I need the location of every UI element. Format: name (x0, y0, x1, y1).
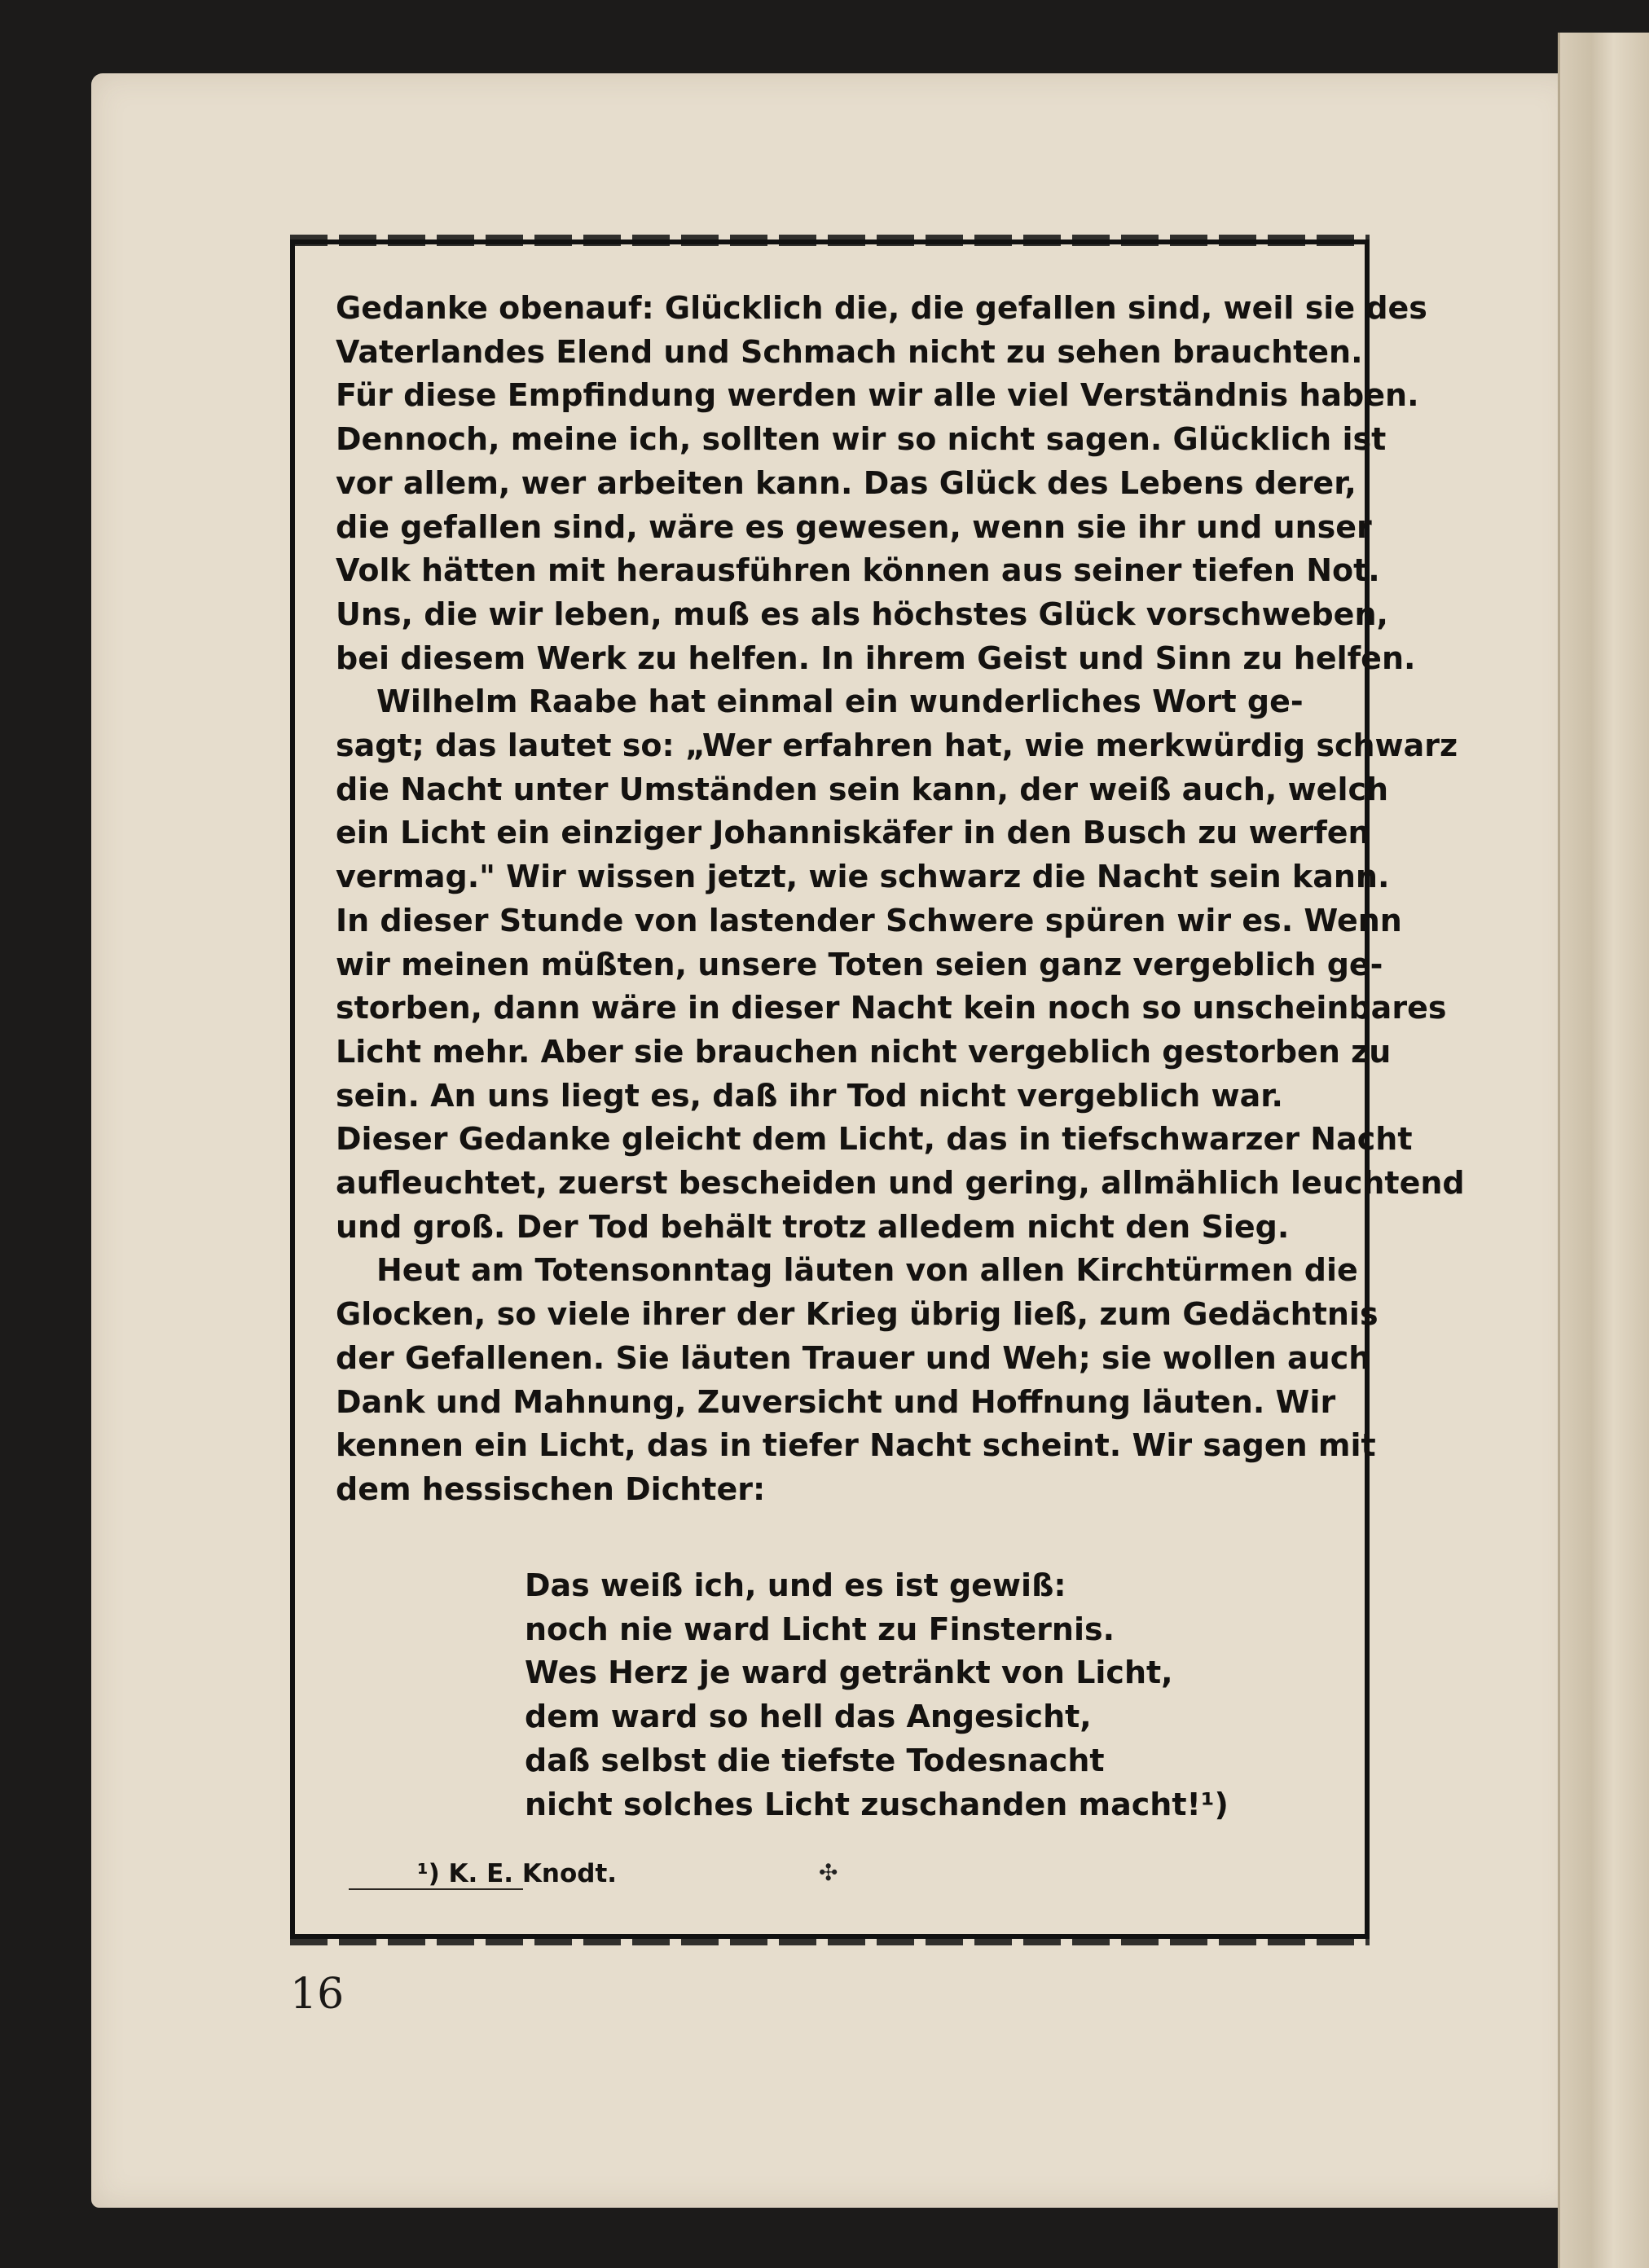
body-line: sein. An uns liegt es, daß ihr Tod nicht vergeblich war. (336, 1077, 1283, 1114)
body-line: kennen ein Licht, das in tiefer Nacht scheint. Wir sagen mit (336, 1427, 1376, 1464)
footnote-rule (349, 1888, 523, 1890)
body-line: Dank und Mahnung, Zuversicht und Hoffnung läuten. Wir (336, 1383, 1336, 1420)
body-line: die Nacht unter Umständen sein kann, der weiß auch, welch (336, 771, 1389, 807)
body-line: und groß. Der Tod behält trotz alledem nicht den Sieg. (336, 1208, 1290, 1245)
body-line: ein Licht ein einziger Johanniskäfer in den Busch zu werfen (336, 815, 1370, 851)
body-line: aufleuchtet, zuerst bescheiden und gering, allmählich leuchtend (336, 1165, 1465, 1202)
body-line: Heut am Totensonntag läuten von allen Kirchtürmen die (376, 1252, 1358, 1289)
ornamental-border-bottom (290, 1934, 1370, 1945)
body-line: Dennoch, meine ich, sollten wir so nicht sagen. Glücklich ist (336, 421, 1387, 458)
body-line: der Gefallenen. Sie läuten Trauer und Weh; sie wollen auch (336, 1339, 1371, 1376)
body-line: Dieser Gedanke gleicht dem Licht, das in tiefschwarzer Nacht (336, 1121, 1413, 1158)
body-line: wir meinen müßten, unsere Toten seien ganz vergeblich ge- (336, 946, 1383, 982)
body-line: vermag." Wir wissen jetzt, wie schwarz die Nacht sein kann. (336, 859, 1390, 895)
poem-line: dem ward so hell das Angesicht, (525, 1699, 1092, 1735)
body-text (336, 287, 1465, 1512)
poem-line: Das weiß ich, und es ist gewiß: (525, 1567, 1066, 1603)
poem-block (525, 1564, 1229, 1826)
body-line: vor allem, wer arbeiten kann. Das Glück des Lebens derer, (336, 464, 1357, 501)
body-line: Glocken, so viele ihrer der Krieg übrig ließ, zum Gedächtnis (336, 1296, 1379, 1333)
body-line: Licht mehr. Aber sie brauchen nicht vergeblich gestorben zu (336, 1033, 1392, 1070)
body-line: die gefallen sind, wäre es gewesen, wenn sie ihr und unser (336, 508, 1372, 545)
body-line: dem hessischen Dichter: (336, 1470, 766, 1507)
poem-line: nicht solches Licht zuschanden macht!¹) (525, 1786, 1229, 1822)
body-line: Uns, die wir leben, muß es als höchstes Glück vorschweben, (336, 596, 1388, 632)
ornament-icon: ✣ (819, 1859, 838, 1886)
body-line: Volk hätten mit herausführen können aus seiner tiefen Not. (336, 552, 1380, 589)
poem-line: noch nie ward Licht zu Finsternis. (525, 1611, 1115, 1647)
poem-line: daß selbst die tiefste Todesnacht (525, 1742, 1105, 1778)
body-line: storben, dann wäre in dieser Nacht kein noch so unscheinbares (336, 990, 1447, 1026)
body-line: bei diesem Werk zu helfen. In ihrem Geist und Sinn zu helfen. (336, 640, 1416, 676)
body-line: Für diese Empfindung werden wir alle viel Verständnis haben. (336, 377, 1419, 414)
body-line: In dieser Stunde von lastender Schwere spüren wir es. Wenn (336, 902, 1402, 938)
footnote: ¹) K. E. Knodt. (417, 1859, 618, 1888)
poem-line: Wes Herz je ward getränkt von Licht, (525, 1655, 1173, 1691)
body-line: Gedanke obenauf: Glücklich die, die gefallen sind, weil sie des (336, 290, 1427, 326)
body-line: sagt; das lautet so: „Wer erfahren hat, wie merkwürdig schwarz (336, 727, 1458, 764)
page-number: 16 (290, 1970, 345, 2019)
body-line: Vaterlandes Elend und Schmach nicht zu sehen brauchten. (336, 333, 1363, 370)
body-line: Wilhelm Raabe hat einmal ein wunderliches Wort ge- (376, 683, 1304, 720)
book-spine (1560, 33, 1649, 2268)
